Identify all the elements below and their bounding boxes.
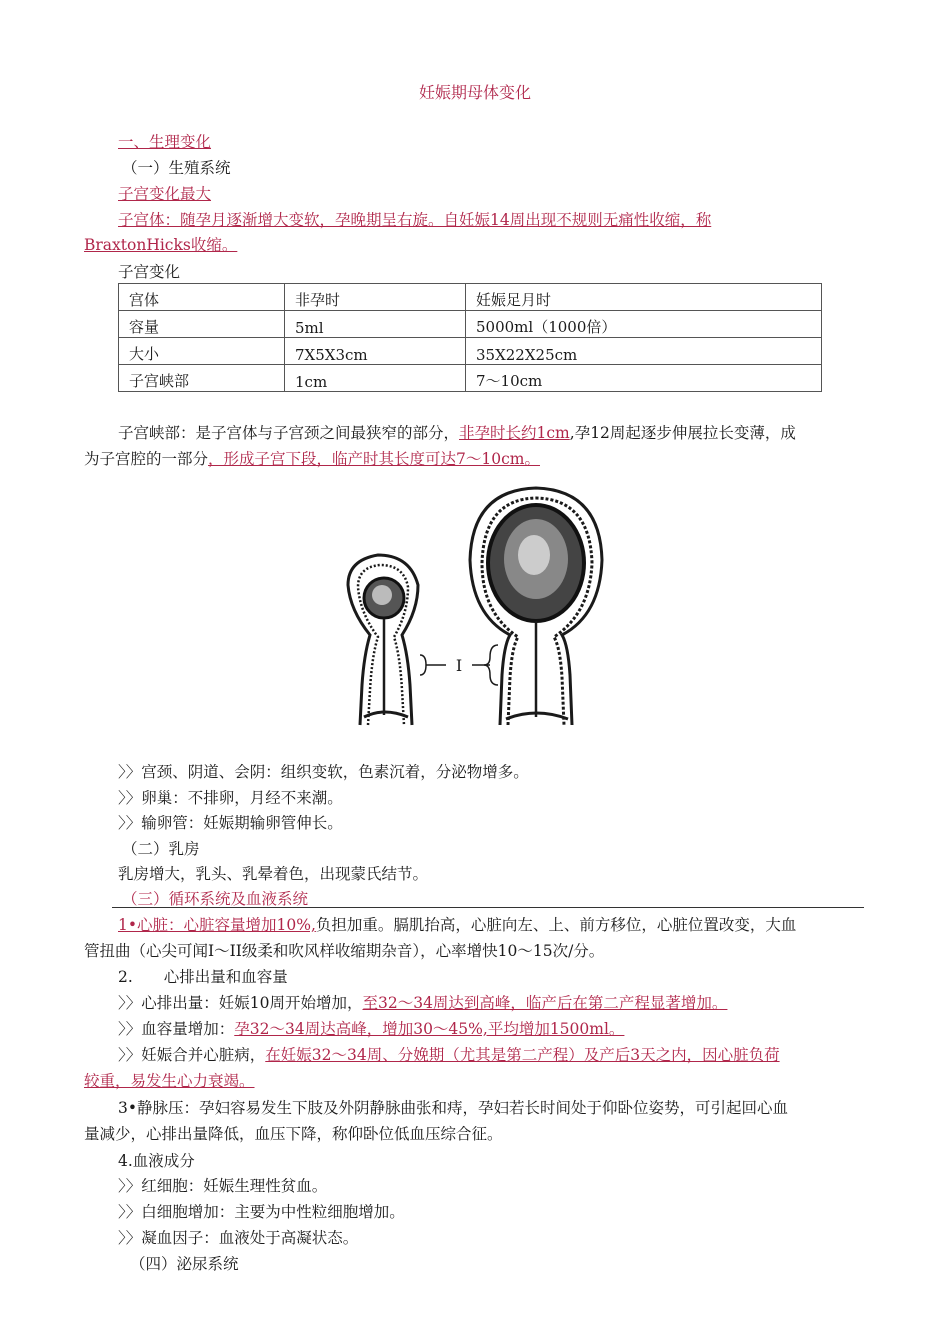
page-title: 妊娠期母体变化	[418, 83, 531, 102]
isthmus-bracket-label: I	[455, 656, 463, 675]
cardiac-heading: 2. 心排出量和血容量	[118, 968, 288, 986]
list-item-cervix: 〉〉宫颈、阴道、会阴：组织变软，色素沉着，分泌物增多。	[118, 763, 529, 781]
list-item-white-cells: 〉〉白细胞增加：主要为中性粒细胞增加。	[118, 1203, 405, 1221]
cardiac-highlight: 至32～34周达到高峰，临产后在第二产程显著增加。	[362, 994, 728, 1012]
list-item-heart-disease	[118, 1043, 780, 1065]
heart-text: 负担加重。膈肌抬高，心脏向左、上、前方移位，心脏位置改变，大血	[315, 916, 797, 934]
heart-line2: 管扭曲（心尖可闻I～II级柔和吹风样收缩期杂音），心率增快10～15次/分。	[84, 942, 605, 960]
table-cell: 5ml	[285, 311, 466, 338]
vein-line2: 量减少，心排出量降低，血压下降，称仰卧位低血压综合征。	[84, 1125, 503, 1143]
table-cell: 35X22X25cm	[466, 338, 822, 365]
table-header-row	[119, 284, 822, 311]
table-cell: 5000ml（1000倍）	[466, 311, 822, 338]
uterus-change-table	[118, 283, 822, 392]
list-item-fallopian: 〉〉输卵管：妊娠期输卵管伸长。	[118, 814, 343, 832]
table-header-cell: 宫体	[119, 284, 285, 311]
table-cell: 子宫峡部	[119, 365, 285, 392]
table-row	[119, 338, 822, 365]
list-item-red-cells: 〉〉红细胞：妊娠生理性贫血。	[118, 1177, 328, 1195]
table-cell: 大小	[119, 338, 285, 365]
isthmus-text: 子宫峡部：是子宫体与子宫颈之间最狭窄的部分，	[118, 424, 460, 442]
list-item-blood-volume	[118, 1017, 624, 1039]
uterus-diagram-figure	[340, 485, 610, 735]
cardiac-highlight: 孕32～34周达高峰，增加30～45%,平均增加1500ml。	[234, 1020, 625, 1038]
section-heading-physiological: 一、生理变化	[118, 133, 212, 151]
table-caption: 子宫变化	[118, 263, 181, 281]
pregnant-uterus	[470, 488, 602, 725]
isthmus-text: ,孕12周起逐步伸展拉长变薄，成	[569, 424, 796, 442]
uterus-body-line2: BraxtonHicks收缩。	[84, 236, 238, 254]
heart-highlight: 1•心脏：心脏容量增加10%,	[118, 916, 316, 934]
table-cell: 7X5X3cm	[285, 338, 466, 365]
breast-text: 乳房增大，乳头、乳晕着色，出现蒙氏结节。	[118, 865, 429, 883]
vein-line1: 3•静脉压：孕妇容易发生下肢及外阴静脉曲张和痔，孕妇若长时间处于仰卧位姿势，可引起回心血	[118, 1099, 789, 1117]
isthmus-paragraph-line2	[84, 447, 540, 469]
list-item-ovary: 〉〉卵巢：不排卵，月经不来潮。	[118, 789, 343, 807]
list-item-coagulation: 〉〉凝血因子：血液处于高凝状态。	[118, 1229, 359, 1247]
table-header-cell: 妊娠足月时	[466, 284, 822, 311]
uterus-heading: 子宫变化最大	[118, 185, 212, 203]
table-cell: 容量	[119, 311, 285, 338]
subheading-circulation: （三）循环系统及血液系统	[122, 890, 309, 908]
cardiac-text: 〉〉妊娠合并心脏病，	[118, 1046, 266, 1064]
blood-heading: 4.血液成分	[118, 1152, 195, 1170]
subheading-urinary: （四）泌尿系统	[130, 1255, 239, 1273]
subheading-reproductive: （一）生殖系统	[122, 159, 231, 177]
table-row	[119, 365, 822, 392]
uterus-body-line1: 子宫体：随孕月逐渐增大变软，孕晚期呈右旋。自妊娠14周出现不规则无痛性收缩，称	[118, 211, 712, 229]
table-header-cell: 非孕时	[285, 284, 466, 311]
table-cell: 1cm	[285, 365, 466, 392]
list-item-cardiac-output	[118, 991, 727, 1013]
divider	[112, 907, 864, 908]
heart-disease-line2: 较重，易发生心力衰竭。	[84, 1072, 255, 1090]
cardiac-text: 〉〉心排出量：妊娠10周开始增加，	[118, 994, 363, 1012]
isthmus-highlight: ，形成子宫下段，临产时其长度可达7～10cm。	[208, 450, 540, 468]
isthmus-text: 为子宫腔的一部分	[84, 450, 209, 468]
cardiac-highlight: 在妊娠32～34周、分娩期（尤其是第二产程）及产后3天之内，因心脏负荷	[265, 1046, 780, 1064]
subheading-breast: （二）乳房	[122, 840, 200, 858]
table-row	[119, 311, 822, 338]
heart-line1	[118, 913, 796, 935]
isthmus-highlight: 非孕时长约1cm	[459, 424, 570, 442]
non-pregnant-uterus	[348, 555, 418, 725]
isthmus-paragraph-line1	[118, 421, 796, 443]
cardiac-text: 〉〉血容量增加：	[118, 1020, 235, 1038]
table-cell: 7～10cm	[466, 365, 822, 392]
